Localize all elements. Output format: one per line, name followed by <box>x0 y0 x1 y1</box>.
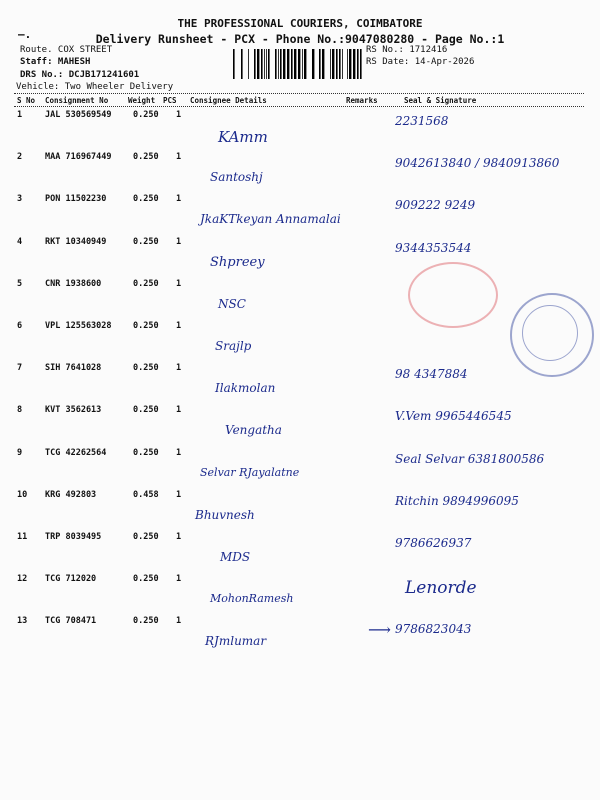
barcode-bar <box>298 49 300 79</box>
row-pcs: 1 <box>176 236 182 247</box>
row-sno: 11 <box>17 532 28 542</box>
barcode-bar <box>336 49 338 79</box>
row-pcs: 1 <box>176 152 182 163</box>
consignee-handwriting: Shpreey <box>210 254 265 270</box>
signature-handwriting: Seal Selvar 6381800586 <box>395 451 545 466</box>
vehicle-label: Vehicle: Two Wheeler Delivery <box>16 82 174 92</box>
barcode-bar <box>357 49 359 79</box>
blue-seal-inner-ring <box>522 305 578 361</box>
rs-number: RS No.: 1712416 <box>366 45 448 55</box>
route-label: Route. COX STREET <box>20 45 113 55</box>
barcode-bar <box>322 49 324 79</box>
signature-handwriting: 98 4347884 <box>395 367 468 382</box>
row-consignment: TCG 708471 <box>45 616 97 627</box>
barcode-bar <box>339 49 341 79</box>
row-weight: 0.250 <box>133 447 159 458</box>
row-pcs: 1 <box>176 489 182 500</box>
barcode-bar <box>268 49 270 79</box>
barcode-bar <box>261 49 263 79</box>
signature-handwriting: Ritchin 9894996095 <box>395 493 519 508</box>
consignee-handwriting: Srajlp <box>215 339 252 353</box>
col-consignee: Consignee Details <box>190 96 267 105</box>
row-sno: 3 <box>17 194 23 205</box>
row-sno: 6 <box>17 321 23 331</box>
signature-handwriting: V.Vem 9965446545 <box>395 409 512 424</box>
row-pcs: 1 <box>176 110 182 120</box>
row-weight: 0.250 <box>133 405 159 416</box>
company-title: THE PROFESSIONAL COURIERS, COIMBATORE <box>177 17 423 30</box>
row-pcs: 1 <box>176 616 182 627</box>
table-row <box>0 405 600 447</box>
barcode-bar <box>294 49 296 79</box>
row-weight: 0.250 <box>133 194 159 205</box>
signature-handwriting: 9344353544 <box>395 240 472 255</box>
consignee-handwriting: RJmlumar <box>205 634 267 649</box>
barcode-bar <box>312 49 314 79</box>
rs-date: RS Date: 14-Apr-2026 <box>366 57 475 67</box>
consignee-handwriting: Bhuvnesh <box>195 507 255 522</box>
barcode-bar <box>291 49 293 79</box>
row-sno: 1 <box>17 110 23 120</box>
row-sno: 12 <box>17 574 28 585</box>
row-consignment: VPL 125563028 <box>45 321 112 331</box>
row-pcs: 1 <box>176 321 182 331</box>
table-row <box>0 194 600 236</box>
consignee-handwriting: Santoshj <box>210 170 263 185</box>
consignee-handwriting: Vengatha <box>225 423 282 438</box>
barcode-bar <box>353 49 355 79</box>
row-consignment: TCG 42262564 <box>45 447 107 458</box>
table-row <box>0 279 600 321</box>
row-consignment: KRG 492803 <box>45 489 97 500</box>
barcode-bar <box>347 49 348 79</box>
row-sno: 9 <box>17 447 23 458</box>
row-consignment: CNR 1938600 <box>45 278 102 289</box>
red-stamp <box>408 262 498 328</box>
header-divider-top <box>14 93 584 94</box>
row-weight: 0.250 <box>133 110 159 120</box>
consignee-handwriting: MDS <box>220 550 251 564</box>
row-sno: 2 <box>17 152 23 163</box>
row-consignment: TCG 712020 <box>45 574 97 585</box>
barcode-bar <box>254 49 256 79</box>
table-row <box>0 110 600 152</box>
row-sno: 10 <box>17 489 28 500</box>
signature-handwriting: 9042613840 / 9840913860 <box>395 156 560 171</box>
table-row <box>0 448 600 490</box>
row-weight: 0.250 <box>133 532 159 542</box>
row-consignment: PON 11502230 <box>45 194 107 205</box>
row-weight: 0.458 <box>133 489 159 500</box>
signature-handwriting: 909222 9249 <box>395 198 476 213</box>
signature-handwriting: 2231568 <box>395 114 449 128</box>
signature-handwriting: 9786626937 <box>395 536 472 550</box>
row-weight: 0.250 <box>133 236 159 247</box>
table-row <box>0 152 600 194</box>
col-consignment: Consignment No <box>45 96 109 105</box>
barcode-bar <box>241 49 243 79</box>
consignee-handwriting: NSC <box>218 296 246 311</box>
row-pcs: 1 <box>176 363 182 374</box>
row-pcs: 1 <box>176 574 182 585</box>
barcode-bar <box>360 49 362 79</box>
row-consignment: TRP 8039495 <box>45 532 102 542</box>
consignee-handwriting: Selvar RJayalatne <box>200 465 300 479</box>
table-row <box>0 363 600 405</box>
col-remarks: Remarks <box>346 96 378 105</box>
barcode-bar <box>283 49 285 79</box>
barcode-bar <box>342 49 343 79</box>
barcode-bar <box>332 49 334 79</box>
header-divider-bottom <box>14 106 584 107</box>
barcode-bar <box>257 49 259 79</box>
row-pcs: 1 <box>176 447 182 458</box>
row-consignment: SIH 7641028 <box>45 363 102 374</box>
row-pcs: 1 <box>176 278 182 289</box>
barcode-bar <box>304 49 306 79</box>
table-row <box>0 574 600 616</box>
row-sno: 7 <box>17 363 23 374</box>
barcode-bar <box>287 49 289 79</box>
consignee-handwriting: Ilakmolan <box>215 381 276 396</box>
row-sno: 5 <box>17 278 23 289</box>
barcode-bar <box>302 49 303 79</box>
row-sno: 8 <box>17 405 23 416</box>
barcode-bar <box>275 49 277 79</box>
barcode-bar <box>264 49 265 79</box>
barcode-bar <box>233 49 235 79</box>
table-row <box>0 532 600 574</box>
drs-label: DRS No.: DCJB171241601 <box>20 70 140 80</box>
barcode-bar <box>280 49 282 79</box>
col-sno: S No <box>17 96 36 105</box>
col-pcs: PCS <box>163 96 177 105</box>
row-consignment: RKT 10340949 <box>45 236 107 247</box>
barcode-bar <box>330 49 331 79</box>
row-pcs: 1 <box>176 532 182 542</box>
row-consignment: JAL 530569549 <box>45 110 112 120</box>
barcode-bar <box>248 49 249 79</box>
consignee-handwriting: MohonRamesh <box>210 592 294 606</box>
row-weight: 0.250 <box>133 574 159 585</box>
barcode <box>233 49 363 79</box>
row-weight: 0.250 <box>133 363 159 374</box>
signature-handwriting: 9786823043 <box>395 622 472 637</box>
staff-label: Staff: MAHESH <box>20 57 91 67</box>
runsheet-title: Delivery Runsheet - PCX - Phone No.:9047080280 - Page No.:1 <box>95 32 505 46</box>
barcode-bar <box>319 49 321 79</box>
header-dash-mark: —. <box>18 28 32 41</box>
row-weight: 0.250 <box>133 278 159 289</box>
consignee-handwriting: KAmm <box>218 128 268 146</box>
row-sno: 4 <box>17 236 23 247</box>
barcode-bar <box>278 49 279 79</box>
arrow-mark: ⟶ <box>368 620 391 639</box>
barcode-bar <box>266 49 267 79</box>
table-row <box>0 616 600 658</box>
row-consignment: MAA 716967449 <box>45 152 112 163</box>
signature-handwriting: Lenorde <box>405 578 477 599</box>
col-weight: Weight <box>128 96 156 105</box>
row-weight: 0.250 <box>133 616 159 627</box>
row-weight: 0.250 <box>133 321 159 331</box>
row-pcs: 1 <box>176 405 182 416</box>
table-row <box>0 237 600 279</box>
consignee-handwriting: JkaKTkeyan Annamalai <box>200 212 341 227</box>
row-weight: 0.250 <box>133 152 159 163</box>
row-pcs: 1 <box>176 194 182 205</box>
table-row <box>0 490 600 532</box>
barcode-bar <box>349 49 351 79</box>
row-sno: 13 <box>17 616 28 627</box>
row-consignment: KVT 3562613 <box>45 405 102 416</box>
col-signature: Seal & Signature <box>404 96 477 105</box>
